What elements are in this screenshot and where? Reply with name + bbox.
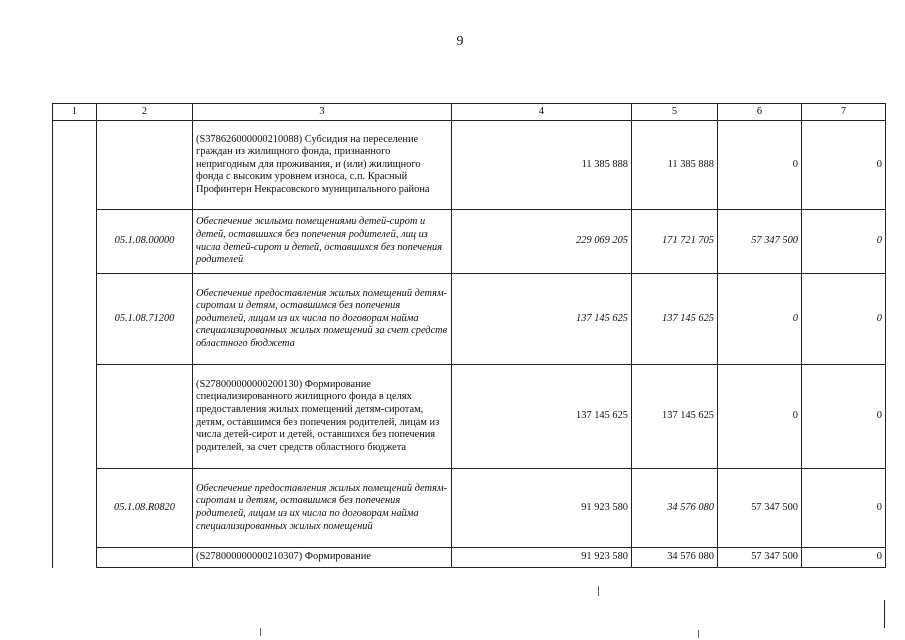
- code-cell: 05.1.08.00000: [97, 210, 193, 274]
- table-row: [53, 274, 886, 365]
- amount-cell: 137 145 625: [452, 274, 632, 365]
- amount-cell: 0: [802, 210, 886, 274]
- header-cell: 6: [718, 104, 802, 121]
- amount-cell: 34 576 080: [632, 548, 718, 568]
- header-cell: 7: [802, 104, 886, 121]
- code-cell: [97, 548, 193, 568]
- amount-cell: 0: [802, 121, 886, 210]
- amount-cell: 0: [802, 548, 886, 568]
- table-row: [53, 121, 886, 210]
- amount-cell: 0: [802, 365, 886, 469]
- table-row: [53, 469, 886, 548]
- budget-table: [52, 103, 886, 568]
- amount-cell: 0: [718, 365, 802, 469]
- scan-artifact-mark: [260, 628, 261, 636]
- code-cell: 05.1.08.71200: [97, 274, 193, 365]
- header-cell: 5: [632, 104, 718, 121]
- name-cell: (S278000000000200130) Формирование специализированного жилищного фонда в целях предоставления жилых помещений детям-сиротам, детям, оставшимся без попечения родителей, лицам из числа детей-сирот и детей, оставшихся без попечения родителей, за счет средств областного бюджета: [193, 365, 452, 469]
- name-cell: Обеспечение жилыми помещениями детей-сирот и детей, оставшихся без попечения родителей, лиц из числа детей-сирот и детей, оставшихся без попечения родителей: [193, 210, 452, 274]
- amount-cell: 171 721 705: [632, 210, 718, 274]
- scan-artifact-mark: [698, 630, 699, 638]
- amount-cell: 91 923 580: [452, 548, 632, 568]
- amount-cell: 0: [718, 121, 802, 210]
- amount-cell: 137 145 625: [632, 274, 718, 365]
- name-cell: Обеспечение предоставления жилых помещений детям-сиротам и детям, оставшимся без попечения родителей, лицам из их числа по договорам найма специализированных жилых помещений: [193, 469, 452, 548]
- page-number: 9: [456, 34, 464, 49]
- header-cell: 1: [53, 104, 97, 121]
- header-row: [53, 104, 886, 121]
- code-cell: [97, 365, 193, 469]
- column-1-cell: [53, 274, 97, 365]
- name-cell: (S378626000000210088) Субсидия на переселение граждан из жилищного фонда, признанного непригодным для проживания, и (или) жилищного фонда с высоким уровнем износа, с.п. Красный Профинтерн Некрасовского муниципального района: [193, 121, 452, 210]
- header-cell: 3: [193, 104, 452, 121]
- table-row: [53, 548, 886, 568]
- column-1-cell: [53, 121, 97, 210]
- column-1-cell: [53, 210, 97, 274]
- amount-cell: 0: [802, 469, 886, 548]
- name-cell: Обеспечение предоставления жилых помещений детям-сиротам и детям, оставшимся без попечения родителей, лицам из их числа по договорам найма специализированных жилых помещений за счет средств областного бюджета: [193, 274, 452, 365]
- amount-cell: 34 576 080: [632, 469, 718, 548]
- amount-cell: 57 347 500: [718, 548, 802, 568]
- amount-cell: 57 347 500: [718, 469, 802, 548]
- amount-cell: 11 385 888: [632, 121, 718, 210]
- column-1-cell: [53, 548, 97, 568]
- amount-cell: 11 385 888: [452, 121, 632, 210]
- amount-cell: 91 923 580: [452, 469, 632, 548]
- amount-cell: 0: [718, 274, 802, 365]
- column-1-cell: [53, 469, 97, 548]
- amount-cell: 137 145 625: [452, 365, 632, 469]
- header-cell: 2: [97, 104, 193, 121]
- code-cell: 05.1.08.R0820: [97, 469, 193, 548]
- amount-cell: 0: [802, 274, 886, 365]
- table-row: [53, 210, 886, 274]
- amount-cell: 229 069 205: [452, 210, 632, 274]
- table-row: [53, 365, 886, 469]
- name-cell: (S278000000000210307) Формирование: [193, 548, 452, 568]
- scan-artifact-mark: [598, 586, 599, 596]
- header-cell: 4: [452, 104, 632, 121]
- code-cell: [97, 121, 193, 210]
- amount-cell: 57 347 500: [718, 210, 802, 274]
- scan-edge-mark: [884, 600, 885, 628]
- amount-cell: 137 145 625: [632, 365, 718, 469]
- column-1-cell: [53, 365, 97, 469]
